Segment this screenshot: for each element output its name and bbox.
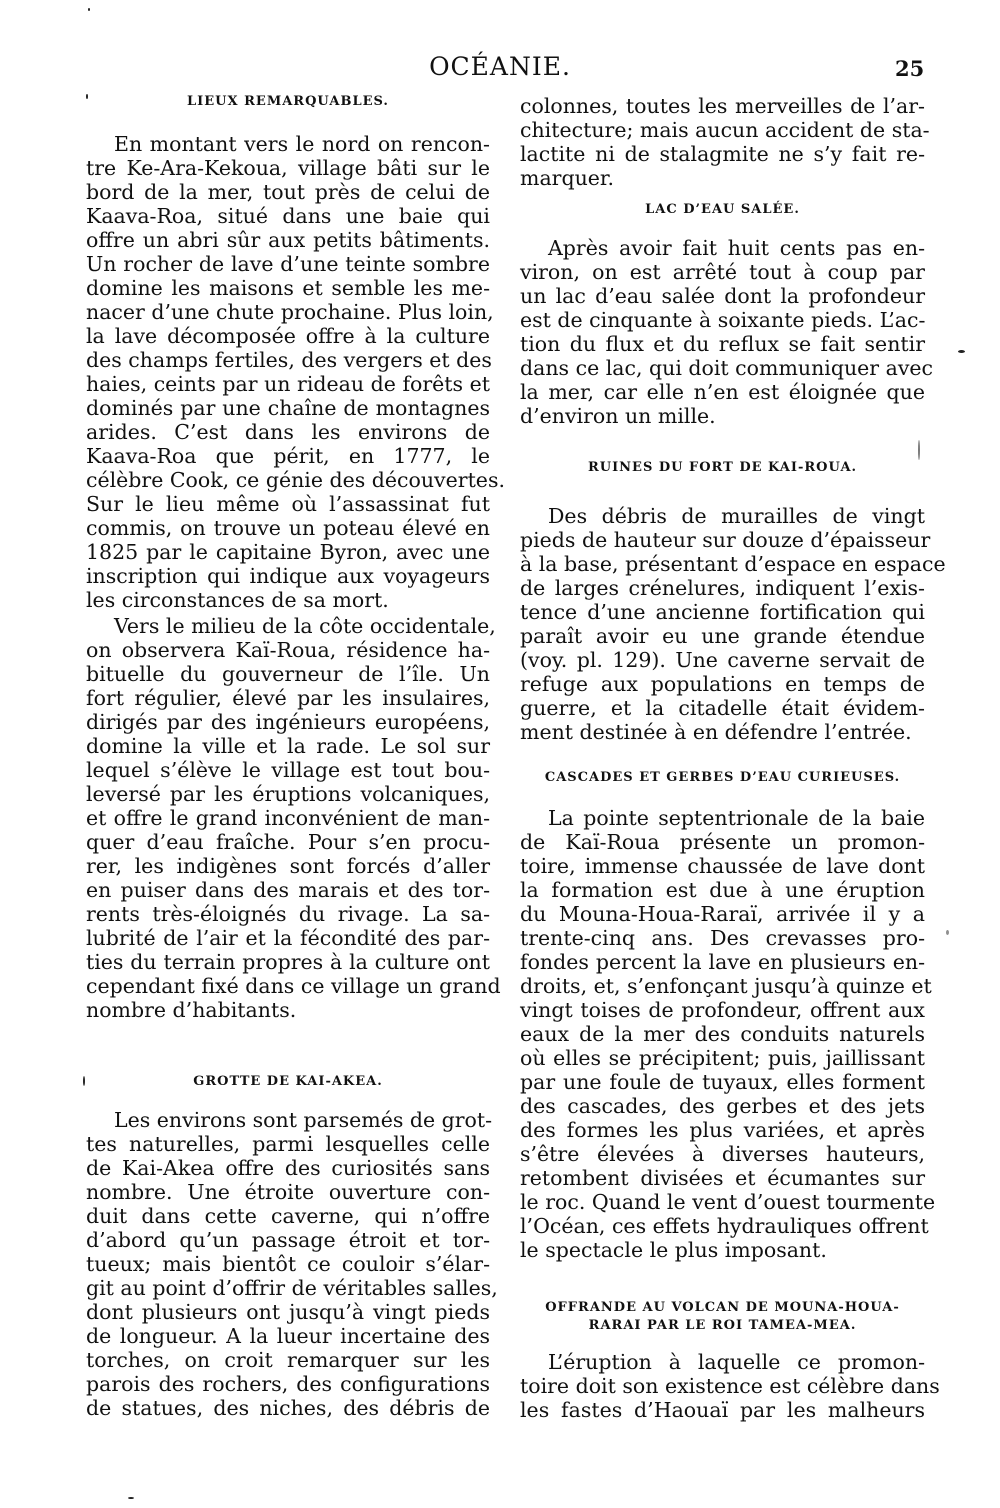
text-line: en puiser dans des marais et des tor-: [86, 878, 490, 902]
text-line: guerre, et la citadelle était évidem-: [520, 696, 925, 720]
text-line: droits, et, s’enfonçant jusqu’à quinze et: [520, 974, 932, 998]
text-line: des champs fertiles, des vergers et des: [86, 348, 492, 372]
scan-speck: [88, 8, 90, 11]
text-line: refuge aux populations en temps de: [520, 672, 925, 696]
section-heading: LAC D’EAU SALÉE.: [645, 202, 800, 217]
text-line: nombre d’habitants.: [86, 998, 297, 1022]
text-line: d’environ un mille.: [520, 404, 716, 428]
section-heading: GROTTE DE KAI-AKEA.: [193, 1074, 383, 1089]
text-line: ties du terrain propres à la culture ont: [86, 950, 490, 974]
text-line: trente-cinq ans. Des crevasses pro-: [520, 926, 925, 950]
text-line: vingt toises de profondeur, offrent aux: [520, 998, 925, 1022]
section-heading-continued: RARAI PAR LE ROI TAMEA-MEA.: [588, 1318, 857, 1333]
text-line: toire doit son existence est célèbre dans: [520, 1374, 940, 1398]
text-line: bituelle du gouverneur de l’île. Un: [86, 662, 490, 686]
text-line: dominés par une chaîne de montagnes: [86, 396, 490, 420]
section-heading: OFFRANDE AU VOLCAN DE MOUNA-HOUA-: [545, 1300, 900, 1315]
text-line: dirigés par des ingénieurs européens,: [86, 710, 490, 734]
text-line: célèbre Cook, ce génie des découvertes.: [86, 468, 505, 492]
text-line: commis, on trouve un poteau élevé en: [86, 516, 490, 540]
text-line: La pointe septentrionale de la baie: [548, 806, 925, 830]
text-line: parois des rochers, des configurations: [86, 1372, 490, 1396]
text-line: les fastes d’Haouaï par les malheurs: [520, 1398, 925, 1422]
text-line: (voy. pl. 129). Une caverne servait de: [520, 648, 925, 672]
text-line: Les environs sont parsemés de grot-: [114, 1108, 493, 1132]
text-line: de statues, des niches, des débris de: [86, 1396, 490, 1420]
text-line: quer d’eau fraîche. Pour s’en procu-: [86, 830, 490, 854]
text-line: tion du flux et du reflux se fait sentir: [520, 332, 925, 356]
text-line: la lave décomposée offre à la culture: [86, 324, 490, 348]
scan-speck: [946, 930, 949, 935]
text-line: on observera Kaï-Roua, résidence ha-: [86, 638, 490, 662]
text-line: arides. C’est dans les environs de: [86, 420, 490, 444]
text-line: de Kai-Akea offre des curiosités sans: [86, 1156, 490, 1180]
text-line: duit dans cette caverne, qui n’offre: [86, 1204, 490, 1228]
text-line: bord de la mer, tout près de celui de: [86, 180, 490, 204]
text-line: d’abord qu’un passage étroit et tor-: [86, 1228, 490, 1252]
text-line: des formes les plus variées, et après: [520, 1118, 925, 1142]
scan-speck: [918, 440, 920, 460]
text-line: l’Océan, ces effets hydrauliques offrent: [520, 1214, 929, 1238]
text-line: haies, ceints par un rideau de forêts et: [86, 372, 490, 396]
text-line: nombre. Une étroite ouverture con-: [86, 1180, 490, 1204]
text-line: colonnes, toutes les merveilles de l’ar-: [520, 94, 925, 118]
text-line: marquer.: [520, 166, 614, 190]
scan-speck: [958, 350, 965, 353]
text-line: où elles se précipitent; puis, jaillissant: [520, 1046, 925, 1070]
text-line: tueux; mais bientôt ce couloir s’élar-: [86, 1252, 490, 1276]
section-heading: LIEUX REMARQUABLES.: [187, 94, 389, 109]
text-line: git au point d’offrir de véritables salles,: [86, 1276, 498, 1300]
text-line: viron, on est arrêté tout à coup par: [520, 260, 925, 284]
text-line: domine la ville et la rade. Le sol sur: [86, 734, 490, 758]
text-line: à la base, présentant d’espace en espace: [520, 552, 946, 576]
text-line: Kaava-Roa, situé dans une baie qui: [86, 204, 490, 228]
text-line: le spectacle le plus imposant.: [520, 1238, 827, 1262]
text-line: domine les maisons et semble les me-: [86, 276, 490, 300]
text-line: paraît avoir eu une grande étendue: [520, 624, 925, 648]
running-title: OCÉANIE.: [429, 52, 571, 81]
text-line: lubrité de l’air et la fécondité des par-: [86, 926, 490, 950]
text-line: tence d’une ancienne fortification qui: [520, 600, 925, 624]
text-line: fort régulier, élevé par les insulaires,: [86, 686, 490, 710]
text-line: rer, les indigènes sont forcés d’aller: [86, 854, 490, 878]
text-line: et offre le grand inconvénient de man-: [86, 806, 490, 830]
text-line: la formation est due à une éruption: [520, 878, 925, 902]
text-line: de Kaï-Roua présente un promon-: [520, 830, 925, 854]
text-line: les circonstances de sa mort.: [86, 588, 389, 612]
text-line: torches, on croit remarquer sur les: [86, 1348, 490, 1372]
text-line: rents très-éloignés du rivage. La sa-: [86, 902, 490, 926]
text-line: lactite ni de stalagmite ne s’y fait re-: [520, 142, 925, 166]
text-line: ment destinée à en défendre l’entrée.: [520, 720, 912, 744]
text-line: cependant fixé dans ce village un grand: [86, 974, 501, 998]
scan-speck: [128, 1497, 134, 1499]
text-line: de larges crénelures, indiquent l’exis-: [520, 576, 925, 600]
text-line: 1825 par le capitaine Byron, avec une: [86, 540, 490, 564]
text-line: Kaava-Roa que périt, en 1777, le: [86, 444, 490, 468]
text-line: lequel s’élève le village est tout bou-: [86, 758, 490, 782]
text-line: tre Ke-Ara-Kekoua, village bâti sur le: [86, 156, 490, 180]
text-line: fondes percent la lave en plusieurs en-: [520, 950, 925, 974]
text-line: Un rocher de lave d’une teinte sombre: [86, 252, 490, 276]
text-line: s’être élevées à diverses hauteurs,: [520, 1142, 925, 1166]
text-line: tes naturelles, parmi lesquelles celle: [86, 1132, 490, 1156]
text-line: retombent divisées et écumantes sur: [520, 1166, 925, 1190]
text-line: dans ce lac, qui doit communiquer avec: [520, 356, 934, 380]
section-heading: CASCADES ET GERBES D’EAU CURIEUSES.: [544, 770, 901, 785]
text-line: le roc. Quand le vent d’ouest tourmente: [520, 1190, 936, 1214]
text-line: chitecture; mais aucun accident de sta-: [520, 118, 930, 142]
text-line: nacer d’une chute prochaine. Plus loin,: [86, 300, 494, 324]
text-line: L’éruption à laquelle ce promon-: [548, 1350, 925, 1374]
text-line: Des débris de murailles de vingt: [548, 504, 925, 528]
text-line: Sur le lieu même où l’assassinat fut: [86, 492, 490, 516]
text-line: la mer, car elle n’en est éloignée que: [520, 380, 925, 404]
page-number: 25: [895, 56, 925, 81]
text-line: des cascades, des gerbes et des jets: [520, 1094, 925, 1118]
text-line: pieds de hauteur sur douze d’épaisseur: [520, 528, 931, 552]
scan-speck: [83, 1076, 85, 1086]
text-line: par une foule de tuyaux, elles forment: [520, 1070, 925, 1094]
section-heading: RUINES DU FORT DE KAI-ROUA.: [587, 460, 858, 475]
text-line: du Mouna-Houa-Raraï, arrivée il y a: [520, 902, 925, 926]
text-line: Après avoir fait huit cents pas en-: [548, 236, 925, 260]
text-line: inscription qui indique aux voyageurs: [86, 564, 490, 588]
text-line: offre un abri sûr aux petits bâtiments.: [86, 228, 490, 252]
text-line: est de cinquante à soixante pieds. L’ac-: [520, 308, 926, 332]
text-line: eaux de la mer des conduits naturels: [520, 1022, 925, 1046]
text-line: de longueur. A la lueur incertaine des: [86, 1324, 490, 1348]
text-line: toire, immense chaussée de lave dont: [520, 854, 925, 878]
text-line: un lac d’eau salée dont la profondeur: [520, 284, 925, 308]
text-line: En montant vers le nord on rencon-: [114, 132, 490, 156]
text-line: dont plusieurs ont jusqu’à vingt pieds: [86, 1300, 490, 1324]
text-line: leversé par les éruptions volcaniques,: [86, 782, 490, 806]
scan-speck: [86, 94, 88, 99]
text-line: Vers le milieu de la côte occidentale,: [114, 614, 496, 638]
